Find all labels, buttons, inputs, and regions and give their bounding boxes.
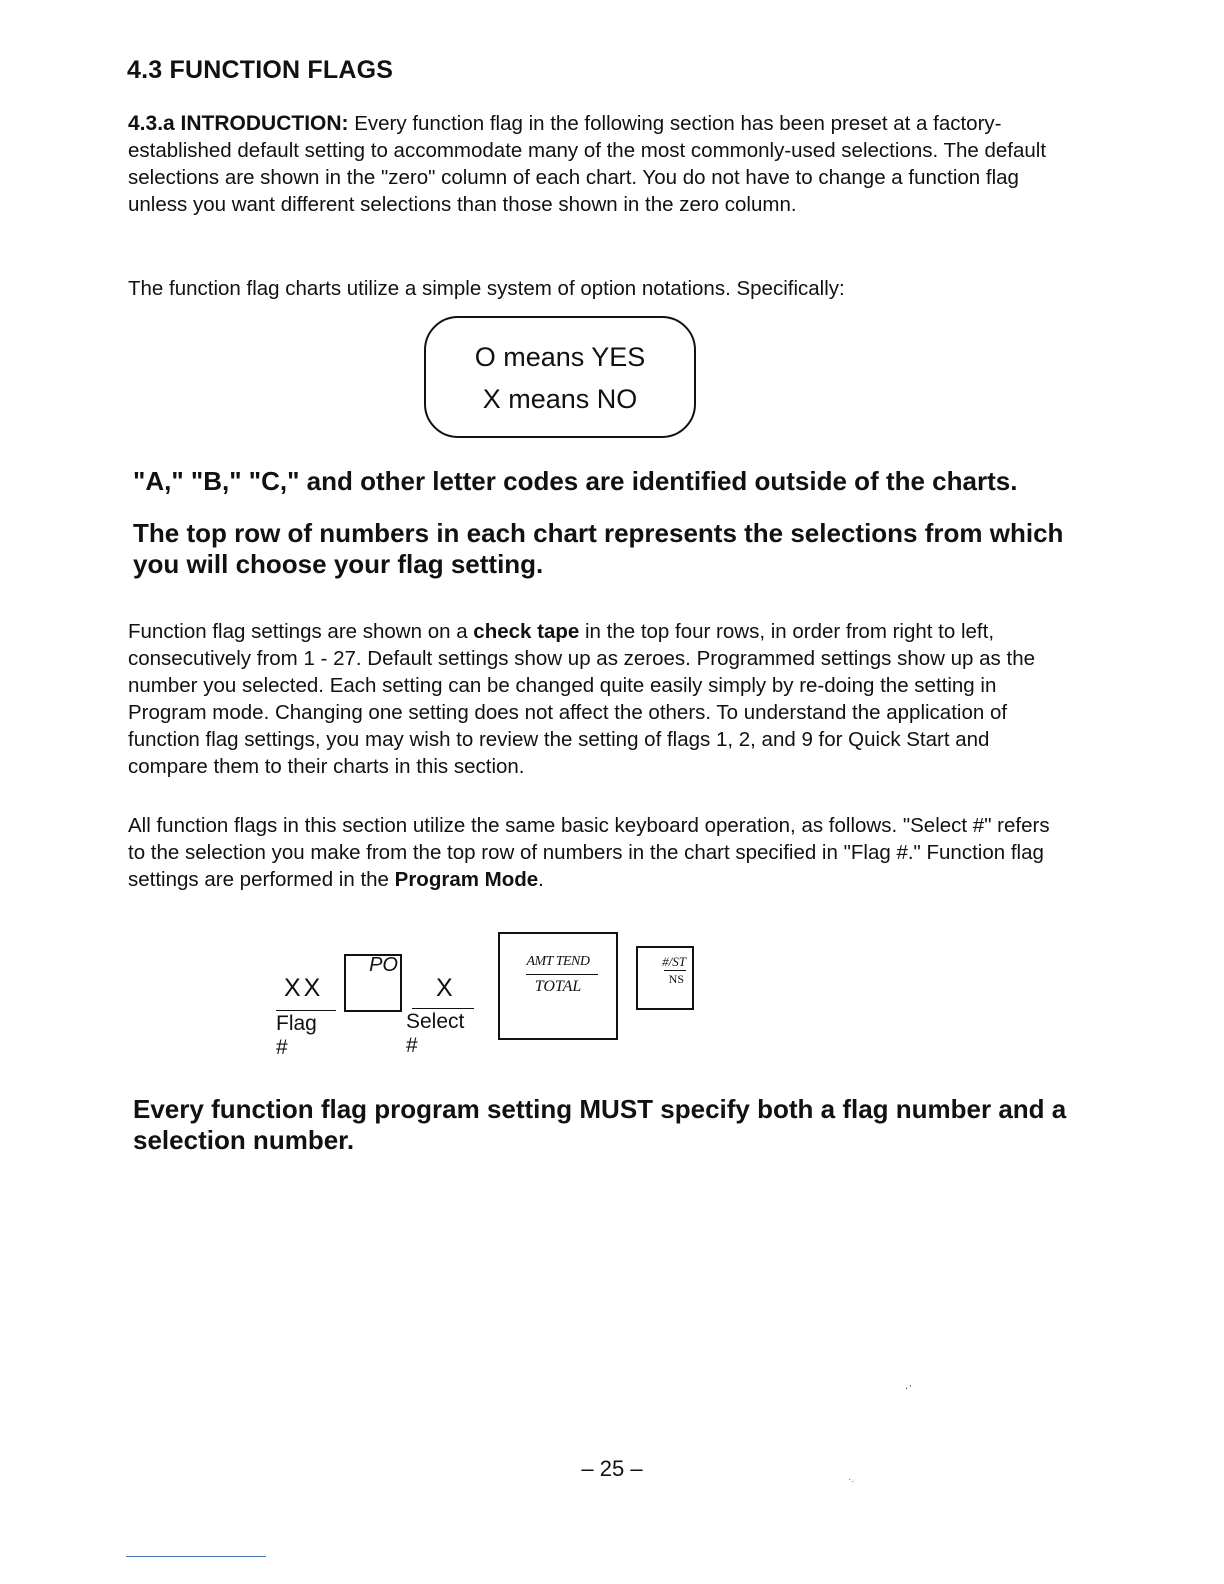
amt-tend-label: AMT TEND	[526, 954, 590, 969]
page-number: – 25 –	[581, 1456, 643, 1481]
st-key-divider	[664, 970, 686, 971]
st-ns-key	[636, 946, 694, 1010]
select-number-value: X	[436, 974, 453, 1002]
check-tape-text-before: Function flag settings are shown on a	[128, 620, 474, 643]
keyboard-operation-paragraph	[128, 812, 1068, 893]
keyboard-text-before: All function flags in this section utilize the same basic keyboard operation, as follows. "Select #" refers to the selection you make from the top row of numbers in the chart specified in "Flag #." Function flag settings are performed in the	[128, 814, 1050, 891]
notation-intro-text: The function flag charts utilize a simple system of option notations. Specifically:	[128, 277, 845, 300]
select-number-label: Select #	[406, 1010, 465, 1057]
introduction-heading: 4.3.a INTRODUCTION:	[128, 112, 349, 135]
letter-codes-statement: "A," "B," "C," and other letter codes are identified outside of the charts.	[133, 466, 1018, 496]
scan-speck: .·	[905, 1378, 913, 1392]
introduction-text: Every function flag in the following section has been preset at a factory-established default setting to accommodate many of the most commonly-used selections. The default selections are shown in the "zero" column of each chart. You do not have to change a function flag unless you want different selections than those shown in the zero column.	[128, 112, 1047, 216]
introduction-paragraph	[128, 110, 1068, 218]
total-label: TOTAL	[534, 978, 582, 995]
keyboard-text-after: .	[538, 868, 544, 891]
check-tape-bold: check tape	[473, 620, 580, 643]
check-tape-paragraph	[128, 618, 1068, 780]
flag-number-value: XX	[284, 974, 324, 1002]
select-number-underline	[412, 1008, 474, 1009]
scan-speck: ·.	[848, 1474, 855, 1485]
notation-legend-box	[424, 316, 696, 438]
po-key	[344, 954, 402, 1012]
notation-yes-line: O means YES	[474, 342, 646, 372]
flag-number-label: Flag #	[276, 1012, 317, 1059]
st-label: #/ST	[662, 954, 686, 969]
section-title: 4.3 FUNCTION FLAGS	[127, 56, 394, 84]
amt-tend-total-key	[498, 932, 618, 1040]
program-mode-bold: Program Mode	[394, 868, 539, 891]
total-key-divider	[526, 974, 598, 975]
ns-label: NS	[668, 972, 684, 986]
footer-rule	[126, 1556, 266, 1557]
top-row-statement: The top row of numbers in each chart represents the selections from which you will choose your flag setting.	[133, 518, 1064, 579]
notation-no-line: X means NO	[482, 384, 638, 414]
must-specify-statement: Every function flag program setting MUST specify both a flag number and a selection number.	[133, 1094, 1067, 1155]
check-tape-text-after: in the top four rows, in order from right to left, consecutively from 1 - 27. Default settings show up as zeroes. Programmed settings show up as the number you selected. Each setting can be changed quite easily simply by re-doing the setting in Program mode. Changing one setting does not affect the others. To understand the application of function flag settings, you may wish to review the setting of flags 1, 2, and 9 for Quick Start and compare them to their charts in this section.	[128, 620, 1035, 778]
flag-number-underline	[276, 1010, 336, 1011]
po-key-label: PO	[369, 954, 398, 976]
